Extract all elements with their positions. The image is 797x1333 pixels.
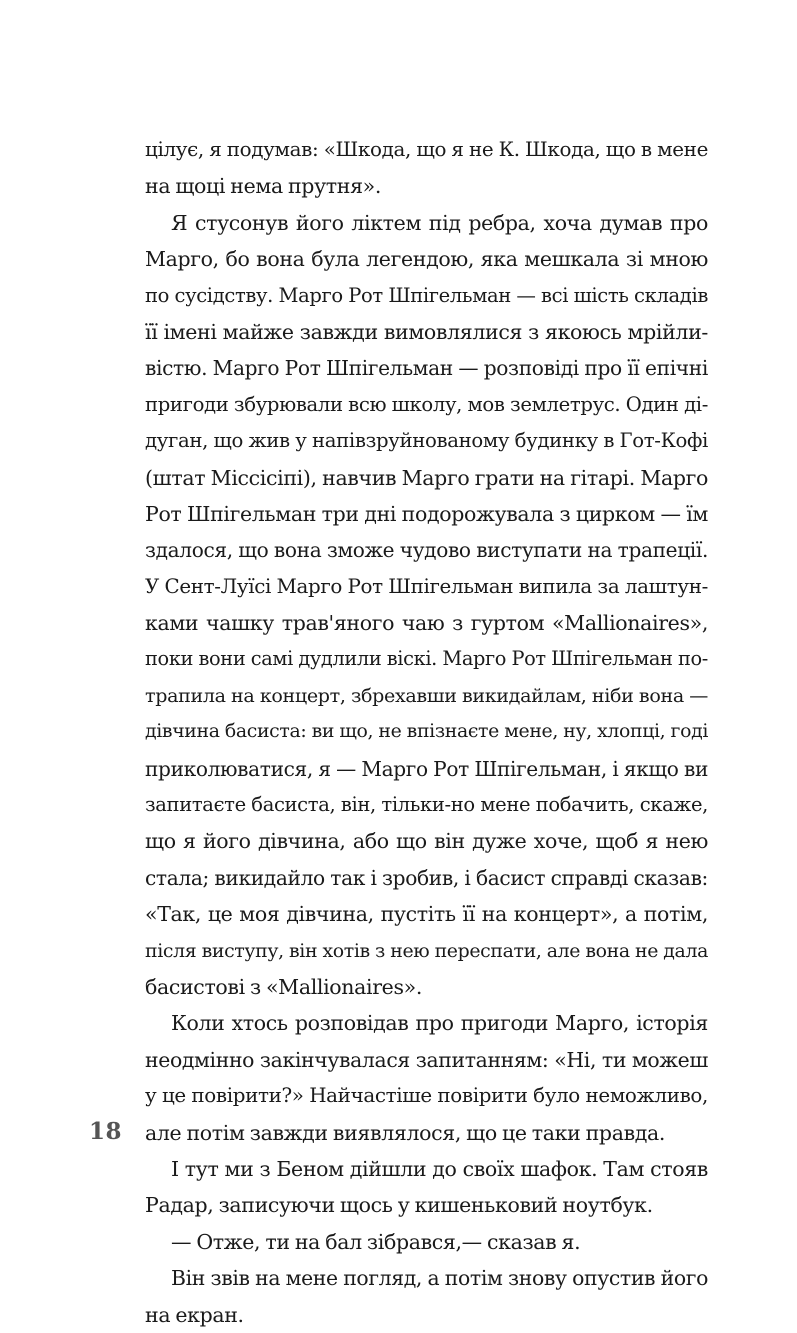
text-line: вістю. Марго Рот Шпігельман — розповіді про її епічні — [145, 356, 708, 381]
text-line: «Так, це моя дівчина, пустіть її на концерт», а потім, — [145, 902, 708, 927]
text-line: на екран. — [145, 1302, 244, 1327]
text-line: Коли хтось розповідав про пригоди Марго, історія — [171, 1011, 708, 1036]
text-line: по сусідству. Марго Рот Шпігельман — всі шість складів — [145, 283, 708, 307]
text-line: дівчина басиста: ви що, не впізнаєте мене, ну, хлопці, годі — [145, 721, 708, 743]
book-page-text — [145, 132, 708, 1333]
text-line: приколюватися, я — Марго Рот Шпігельман, і якщо ви — [145, 756, 708, 781]
text-line: Він звів на мене погляд, а потім знову опустив його — [171, 1266, 708, 1291]
text-line: пригоди збурювали всю школу, мов землетрус. Один ді- — [145, 392, 708, 416]
text-line: цілує, я подумав: «Шкода, що я не К. Шкода, що в мене — [145, 138, 708, 161]
page-number: 18 — [89, 1118, 123, 1145]
text-line: здалося, що вона зможе чудово виступати на трапеції. — [145, 538, 708, 563]
text-line: Я стусонув його ліктем під ребра, хоча думав про — [171, 210, 708, 235]
text-line: У Сент-Луїсі Марго Рот Шпігельман випила за лаштун- — [145, 574, 708, 598]
text-line: запитаєте басиста, він, тільки-но мене побачить, скаже, — [145, 793, 708, 817]
text-line: — Отже, ти на бал зібрався,— сказав я. — [171, 1229, 581, 1254]
text-line: Радар, записуючи щось у кишеньковий ноутбук. — [145, 1193, 653, 1218]
text-line: басистові з «Mallionaires». — [145, 974, 422, 999]
text-line: після виступу, він хотів з нею переспати, але вона не дала — [145, 939, 708, 962]
text-line: трапила на концерт, збрехавши викидайлам, ніби вона — — [145, 684, 708, 707]
text-line: (штат Міссісіпі), навчив Марго грати на гітарі. Марго — [145, 465, 708, 490]
text-line: у це повірити?» Найчастіше повірити було неможливо, — [145, 1084, 708, 1108]
text-line: на щоці нема прутня». — [145, 174, 382, 199]
text-line: що я його дівчина, або що він дуже хоче, щоб я нею — [145, 829, 708, 854]
text-line: І тут ми з Беном дійшли до своїх шафок. Там стояв — [171, 1156, 708, 1181]
text-line: але потім завжди виявлялося, що це таки правда. — [145, 1120, 666, 1145]
text-line: її імені майже завжди вимовлялися з якоюсь мрійли- — [145, 319, 708, 344]
text-line: поки вони самі дудлили віскі. Марго Рот Шпігельман по- — [145, 647, 708, 671]
text-line: Рот Шпігельман три дні подорожувала з цирком — їм — [145, 501, 708, 526]
text-line: Марго, бо вона була легендою, яка мешкала зі мною — [145, 247, 708, 272]
text-line: ками чашку трав'яного чаю з гуртом «Mallionaires», — [145, 611, 708, 636]
text-line: неодмінно закінчувалася запитанням: «Ні, ти можеш — [145, 1047, 708, 1072]
text-line: стала; викидайло так і зробив, і басист справді сказав: — [145, 865, 708, 890]
text-line: дуган, що жив у напівзруйнованому будинку в Гот-Кофі — [145, 429, 708, 453]
